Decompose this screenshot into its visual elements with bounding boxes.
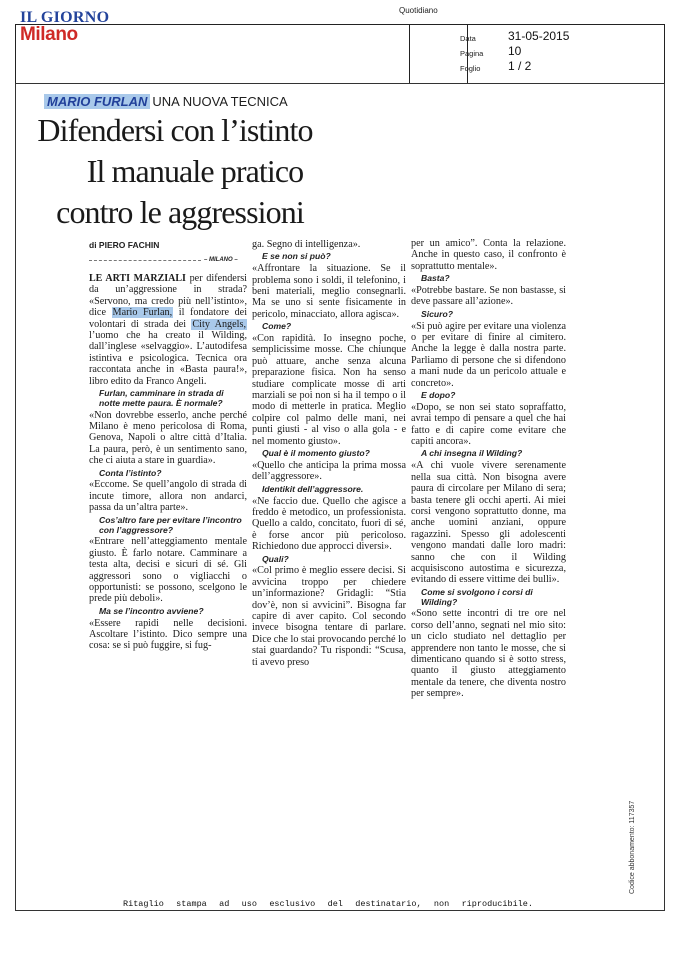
article-column-2 — [252, 239, 406, 668]
interview-question: Qual è il momento giusto? — [262, 448, 370, 459]
meta-value-sheet: 1 / 2 — [508, 59, 532, 73]
interview-question: Sicuro? — [421, 308, 453, 319]
interview-answer: «A chi vuole vivere serenamente nella sua città. Non bisogna avere paura di circolare per Milano di sera; basta tenere gli occhi aperti. Ai miei corsi vengono soprattutto donne, ma anche uomini anziani, oppure ragazzini. Spesso gli adolescenti vengono mandati dalle loro madri: sanno che con il Wilding acquisiscono autostima e sicurezza, evitando di essere vittime dei bulli». — [411, 460, 566, 586]
interview-question: Come? — [262, 321, 292, 332]
interview-question: Conta l’istinto? — [99, 467, 162, 478]
interview-question: Identikit dell’aggressore. — [262, 483, 364, 494]
highlighted-organization: City Angels, — [192, 318, 246, 330]
newspaper-logo: IL GIORNO — [20, 9, 110, 26]
header-divider — [409, 25, 410, 83]
interview-question: Quali? — [262, 553, 289, 564]
interview-question: Ma se l’incontro avviene? — [99, 605, 204, 616]
kicker-name: MARIO FURLAN — [44, 94, 150, 109]
interview-answer: «Non dovrebbe esserlo, anche perché Milano è meno pericolosa di Roma, Genova, Napoli o altre città d’Italia. La paura, però, è un sentimento sano, che ci aiuta a stare in guardia». — [89, 409, 247, 467]
meta-value-date: 31-05-2015 — [508, 29, 570, 43]
interview-answer: «Si può agire per evitare una violenza o per evitare di finire al cimitero. Anche la legge è dalla nostra parte. Parliamo di persone che si difendono a mani nude da un pericolo attuale e concreto». — [411, 320, 566, 389]
interview-answer: «Potrebbe bastare. Se non bastasse, si deve passare all’azione». — [411, 285, 566, 308]
interview-answer: per un amico”. Conta la relazione. Anche in questo caso, il confronto è soprattutto mentale». — [411, 238, 566, 272]
interview-answer: «Eccome. Se quell’angolo di strada di incute timore, allora non andarci, passa da un’altra parte». — [89, 479, 247, 514]
interview-question: Furlan, camminare in strada di notte mette paura. È normale? — [99, 388, 224, 408]
dateline-rule — [89, 260, 201, 261]
interview-answer: «Ne faccio due. Quello che agisce a freddo è metodico, un professionista. Quello a caldo, concitato, fuori di sé, è forse ancor più pericoloso. Richiedono due approcci diversi». — [252, 495, 406, 553]
interview-question: Come si svolgono i corsi di Wilding? — [421, 586, 533, 607]
meta-value-page: 10 — [508, 44, 522, 58]
dateline: – MILANO – — [204, 257, 238, 263]
newspaper-edition: Milano — [20, 24, 78, 45]
interview-question: E se non si può? — [262, 251, 331, 262]
interview-answer: «Dopo, se non sei stato sopraffatto, avrai tempo di pensare a quel che hai fatto e di capire come evitare che capiti ancora». — [411, 401, 566, 448]
headline-line: contro le aggressioni — [56, 194, 304, 230]
article-column-1 — [89, 273, 247, 652]
meta-label-sheet: Foglio — [460, 64, 481, 73]
headline-line: Il manuale pratico — [86, 153, 304, 189]
interview-answer: ga. Segno di intelligenza». — [252, 239, 361, 250]
meta-label-date: Data — [460, 34, 476, 43]
publication-type: Quotidiano — [399, 6, 438, 15]
body-text: il fondatore dei volontari di strada dei — [89, 307, 248, 330]
lead-paragraph — [89, 273, 247, 387]
lead-words: LE ARTI MARZIALI — [89, 273, 186, 284]
body-text: l’uomo che ha creato il Wilding, dall’inglese «selvaggio». L’autodifesa istintiva e psicologica. Tecnica ora raccontata anche in «Basta paura!», libro edito da Franco Angeli. — [89, 330, 247, 387]
interview-answer: «Entrare nell’atteggiamento mentale giusto. È farlo notare. Camminare a testa alta, decisi e sicuri di sé. Gli aggressori sono o vigliacchi o opportunisti: se possono, scelgono le prede più deboli». — [89, 536, 247, 605]
interview-answer: «Col primo è meglio essere decisi. Si avvicina troppo per chiedere un’informazione? Gridagli: “Stia dov’è, non si avvicini”. Bisogna far capire di aver capito. Col secondo invece bisogna tentare di parlare. Dice che lo stai provocando perché lo stai guardando? Tu rispondi: “Scusa, ti avevo preso — [252, 565, 406, 668]
kicker-text: UNA NUOVA TECNICA — [152, 94, 288, 109]
interview-answer: «Quello che anticipa la prima mossa dell’aggressore». — [252, 459, 406, 483]
article-column-3 — [411, 238, 566, 700]
meta-label-page: Pagina — [460, 49, 484, 58]
interview-question: E dopo? — [421, 390, 456, 401]
clipping-footer: Ritaglio stampa ad uso esclusivo del destinatario, non riproducibile. — [123, 899, 533, 909]
highlighted-name: Mario Furlan, — [112, 307, 173, 319]
headline-line: Difendersi con l’istinto — [37, 112, 313, 148]
interview-answer: «Affrontare la situazione. Se il problema sono i soldi, il telefonino, i beni materiali, meglio consegnarli. Ma se uno si sente fisicamente in pericolo, minacciato, allora agisca». — [252, 263, 406, 320]
interview-question: Cos’altro fare per evitare l’incontro con l’aggressore? — [99, 514, 242, 535]
interview-question: Basta? — [421, 273, 450, 284]
byline: di PIERO FACHIN — [89, 240, 160, 250]
interview-answer: «Sono sette incontri di tre ore nel corso dell’anno, segnati nel mio sito: un ciclo studiato nel dettaglio per apprendere non tanto le mosse, che si dimenticano quando si è sotto stress, quanto il giusto atteggiamento mentale da tenere, che diventa nostro per sempre». — [411, 608, 566, 700]
interview-question: A chi insegna il Wilding? — [421, 448, 523, 459]
subscription-code: Codice abbonamento: 117357 — [629, 800, 636, 894]
body-text: per difendersi da un’aggressione in strada? «Servono, ma credo più nell’istinto», dice — [89, 273, 248, 319]
interview-answer: «Con rapidità. Io insegno poche, semplicissime mosse. Che chiunque può attuare, anche senza alcuna preparazione fisica. Non ha senso studiare complicate mosse di arti marziali se poi non si ha il tempo o il modo di metterle in pratica. Meglio colpire col palmo delle mani, nei punti giusti - al viso o alla gola - e nel momento giusto». — [252, 333, 406, 447]
interview-answer: «Essere rapidi nelle decisioni. Ascoltare l’istinto. Dico sempre una cosa: se si può fuggire, si fug- — [89, 617, 247, 652]
